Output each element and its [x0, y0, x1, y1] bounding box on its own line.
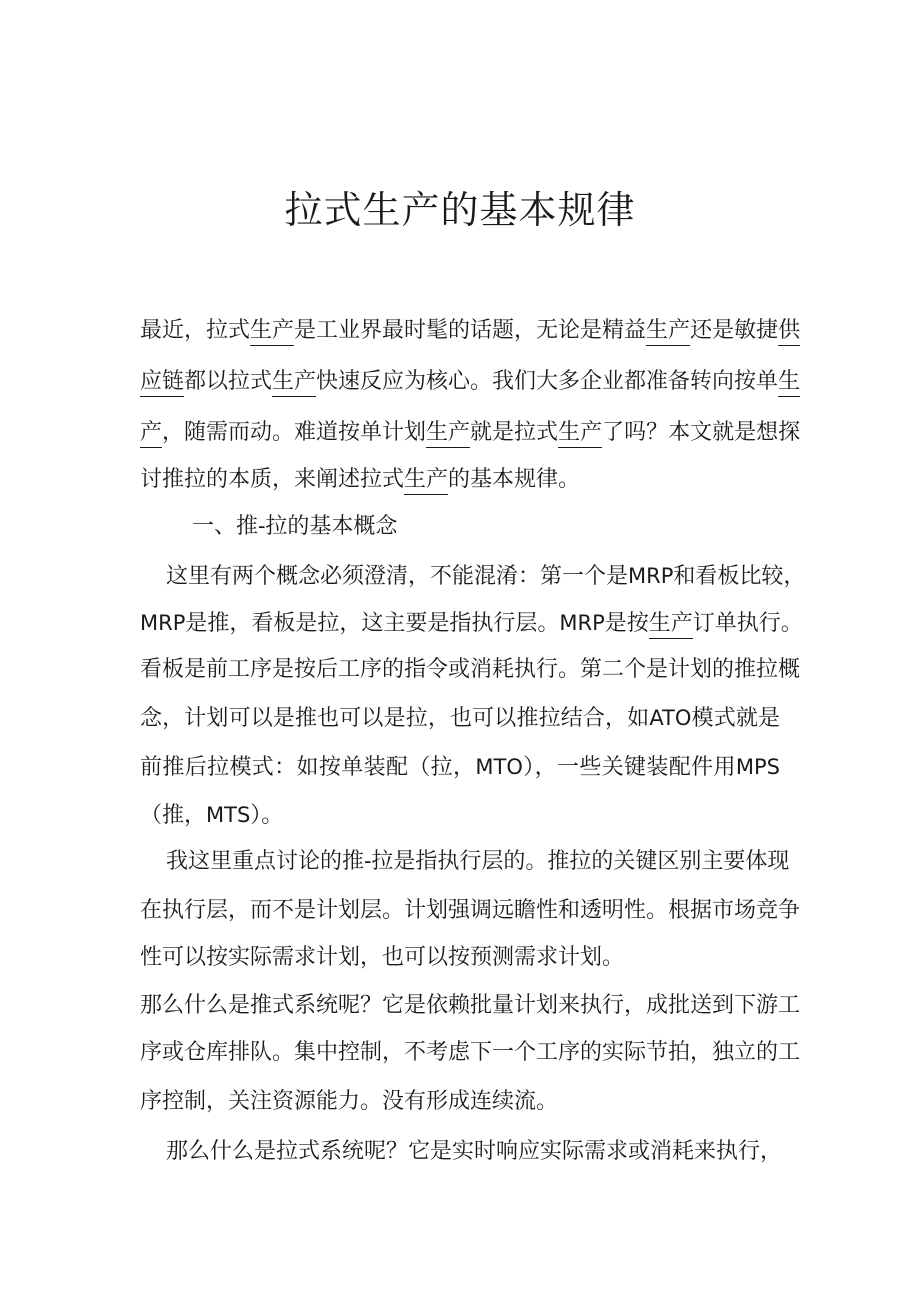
text-run: MPS	[735, 755, 780, 779]
text-run: 最近，拉式	[140, 318, 251, 343]
text-run: 是工业界最时髦的话题，无论是精益	[294, 318, 647, 343]
text-run: 都以拉式	[184, 369, 273, 394]
paragraph-2-line-5	[140, 752, 780, 782]
text-run: （推，	[140, 803, 207, 828]
paragraph-3-line-1: 我这里重点讨论的推-拉是指执行层的。推拉的关键区别主要体现	[166, 849, 790, 874]
text-run: MTO	[475, 755, 523, 779]
text-run: MRP	[140, 611, 186, 635]
paragraph-2-line-2	[140, 608, 803, 638]
paragraph-3-line-3: 性可以按实际需求计划，也可以按预测需求计划。	[140, 945, 625, 970]
text-run: ATO	[649, 706, 692, 730]
text-run: 快速反应为核心。我们大多企业都准备转向按单	[316, 369, 779, 394]
paragraph-4-line-2: 序或仓库排队。集中控制，不考虑下一个工序的实际节拍，独立的工	[140, 1040, 801, 1065]
paragraph-4-line-1: 那么什么是推式系统呢？它是依赖批量计划来执行，成批送到下游工	[140, 993, 801, 1018]
text-run: 是推，看板是拉，这主要是指执行层。	[185, 611, 560, 636]
paragraph-1-line-1	[140, 316, 801, 346]
page-title: 拉式生产的基本规律	[284, 188, 636, 232]
underlined-term: 生产	[250, 318, 294, 346]
text-run: MRP	[628, 564, 674, 588]
text-run: 的基本规律。	[448, 467, 581, 492]
text-run: 和看板比较，	[673, 564, 806, 589]
underlined-term: 生产	[558, 420, 602, 448]
text-run: 讨推拉的本质，来阐述拉式	[140, 467, 405, 492]
text-run: 了吗？本文就是想探	[602, 420, 801, 445]
text-run: 还是敏捷	[690, 318, 779, 343]
underlined-term: 应链	[140, 369, 184, 397]
text-run: MTS	[206, 803, 251, 827]
text-run: ），一些关键装配件用	[522, 755, 736, 780]
paragraph-5-line-1: 那么什么是拉式系统呢？它是实时响应实际需求或消耗来执行，	[166, 1139, 783, 1164]
underlined-term: 生产	[404, 467, 448, 495]
underlined-term: 供	[778, 318, 800, 346]
paragraph-2-line-1	[166, 561, 806, 591]
text-run: 模式就是	[691, 706, 780, 731]
paragraph-1-line-4	[140, 465, 580, 495]
paragraph-1-line-3	[140, 418, 801, 448]
underlined-term: 生产	[646, 318, 690, 346]
text-run: ，随需而动。难道按单计划	[162, 420, 427, 445]
paragraph-2-line-4	[140, 703, 780, 733]
text-run: 订单执行。	[692, 611, 803, 636]
paragraph-3-line-2: 在执行层，而不是计划层。计划强调远瞻性和透明性。根据市场竞争	[140, 898, 801, 923]
text-run: 就是拉式	[470, 420, 559, 445]
text-run: 是按	[604, 611, 649, 636]
paragraph-4-line-3: 序控制，关注资源能力。没有形成连续流。	[140, 1089, 559, 1114]
paragraph-1-line-2	[140, 367, 801, 397]
text-run: 这里有两个概念必须澄清，不能混淆：第一个是	[166, 564, 629, 589]
underlined-term: 产	[140, 420, 162, 448]
underlined-term: 生	[778, 369, 800, 397]
paragraph-2-line-3: 看板是前工序是按后工序的指令或消耗执行。第二个是计划的推拉概	[140, 657, 801, 682]
underlined-term: 生产	[426, 420, 470, 448]
underlined-term: 生产	[272, 369, 316, 397]
text-run: ）。	[250, 803, 284, 828]
text-run: 念，计划可以是推也可以是拉，也可以推拉结合，如	[140, 706, 650, 731]
section-heading: 一、推-拉的基本概念	[192, 514, 398, 539]
underlined-term: 生产	[649, 611, 693, 639]
text-run: 前推后拉模式：如按单装配（拉，	[140, 755, 476, 780]
paragraph-2-line-6	[140, 800, 283, 830]
text-run: MRP	[559, 611, 605, 635]
